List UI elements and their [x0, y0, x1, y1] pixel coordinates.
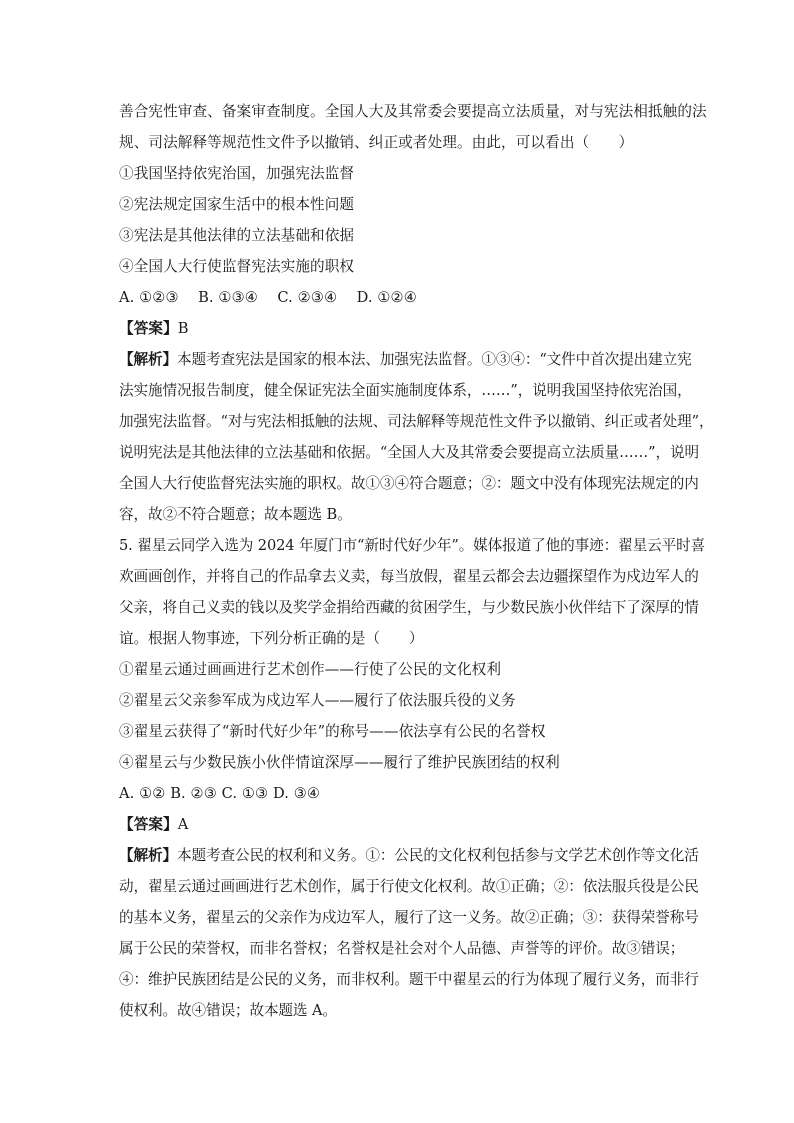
q5-analysis-line: ④：维护民族团结是公民的义务，而非权利。题干中翟星云的行为体现了履行义务，而非行 [119, 971, 699, 988]
q5-option: ④翟星云与少数民族小伙伴情谊深厚——履行了维护民族团结的权利 [119, 754, 560, 771]
q4-analysis-line: 加强宪法监督。“对与宪法相抵触的法规、司法解释等规范性文件予以撤销、纠正或者处理”， [119, 413, 714, 430]
q5-stem-line: 父亲，将自己义卖的钱以及奖学金捐给西藏的贫困学生，与少数民族小伙伴结下了深厚的情 [119, 599, 699, 616]
analysis-label: 【解析】 [119, 847, 177, 864]
q4-answer [119, 313, 689, 344]
document-page [119, 96, 714, 1026]
q4-analysis-line: 说明宪法是其他法律的立法基础和依据。“全国人大及其常委会要提高立法质量……”，说明 [119, 444, 699, 461]
analysis-label: 【解析】 [119, 351, 177, 368]
q5-option: ②翟星云父亲参军成为戍边军人——履行了依法服兵役的义务 [119, 692, 516, 709]
analysis-text: 本题考查公民的权利和义务。①：公民的文化权利包括参与文学艺术创作等文化活 [176, 847, 699, 864]
q5-stem-line: 欢画画创作，并将自己的作品拿去义卖，每当放假，翟星云都会去边疆探望作为戍边军人的 [119, 568, 699, 585]
q4-analysis-line: 容，故②不符合题意；故本题选 B。 [119, 506, 352, 523]
q5-option: ③翟星云获得了“新时代好少年”的称号——依法享有公民的名誉权 [119, 723, 546, 740]
q5-analysis-line: 属于公民的荣誉权，而非名誉权；名誉权是社会对个人品德、声誉等的评价。故③错误； [119, 940, 685, 957]
q5-analysis-line: 使权利。故④错误；故本题选 A。 [119, 1002, 337, 1019]
q5-choices: A. ①② B. ②③ C. ①③ D. ③④ [119, 785, 321, 802]
q4-stem-line: 规、司法解释等规范性文件予以撤销、纠正或者处理。由此，可以看出（ ） [119, 134, 634, 151]
q4-option: ④全国人大行使监督宪法实施的职权 [119, 258, 355, 275]
answer-label: 【答案】 [119, 816, 178, 833]
q5-answer [119, 809, 689, 840]
q4-option: ①我国坚持依宪治国，加强宪法监督 [119, 165, 355, 182]
q5-stem-line: 5. 翟星云同学入选为 2024 年厦门市“新时代好少年”。媒体报道了他的事迹：翟星云平时喜 [119, 537, 706, 554]
q4-analysis-line [119, 344, 692, 375]
q5-option: ①翟星云通过画画进行艺术创作——行使了公民的文化权利 [119, 661, 502, 678]
answer-value: A [177, 816, 189, 833]
q4-option: ②宪法规定国家生活中的根本性问题 [119, 196, 355, 213]
q4-analysis-line: 全国人大行使监督宪法实施的职权。故①③④符合题意；②：题文中没有体现宪法规定的内 [119, 475, 699, 492]
q5-analysis-line: 的基本义务，翟星云的父亲作为戍边军人，履行了这一义务。故②正确；③：获得荣誉称号 [119, 909, 699, 926]
q4-choices: A. ①②③ B. ①③④ C. ②③④ D. ①②④ [119, 289, 417, 306]
q5-analysis-line [119, 840, 699, 871]
q5-analysis-line: 动，翟星云通过画画进行艺术创作，属于行使文化权利。故①正确；②：依法服兵役是公民 [119, 878, 699, 895]
q4-analysis-line: 法实施情况报告制度，健全保证宪法全面实施制度体系，……”，说明我国坚持依宪治国， [119, 382, 692, 399]
q5-stem-line: 谊。根据人物事迹，下列分析正确的是（ ） [119, 630, 424, 647]
analysis-text: 本题考查宪法是国家的根本法、加强宪法监督。①③④：“文件中首次提出建立宪 [176, 351, 692, 368]
answer-label: 【答案】 [119, 320, 178, 337]
q4-option: ③宪法是其他法律的立法基础和依据 [119, 227, 355, 244]
q4-stem-line: 善合宪性审查、备案审查制度。全国人大及其常委会要提高立法质量，对与宪法相抵触的法 [119, 103, 707, 120]
answer-value: B [177, 320, 189, 337]
